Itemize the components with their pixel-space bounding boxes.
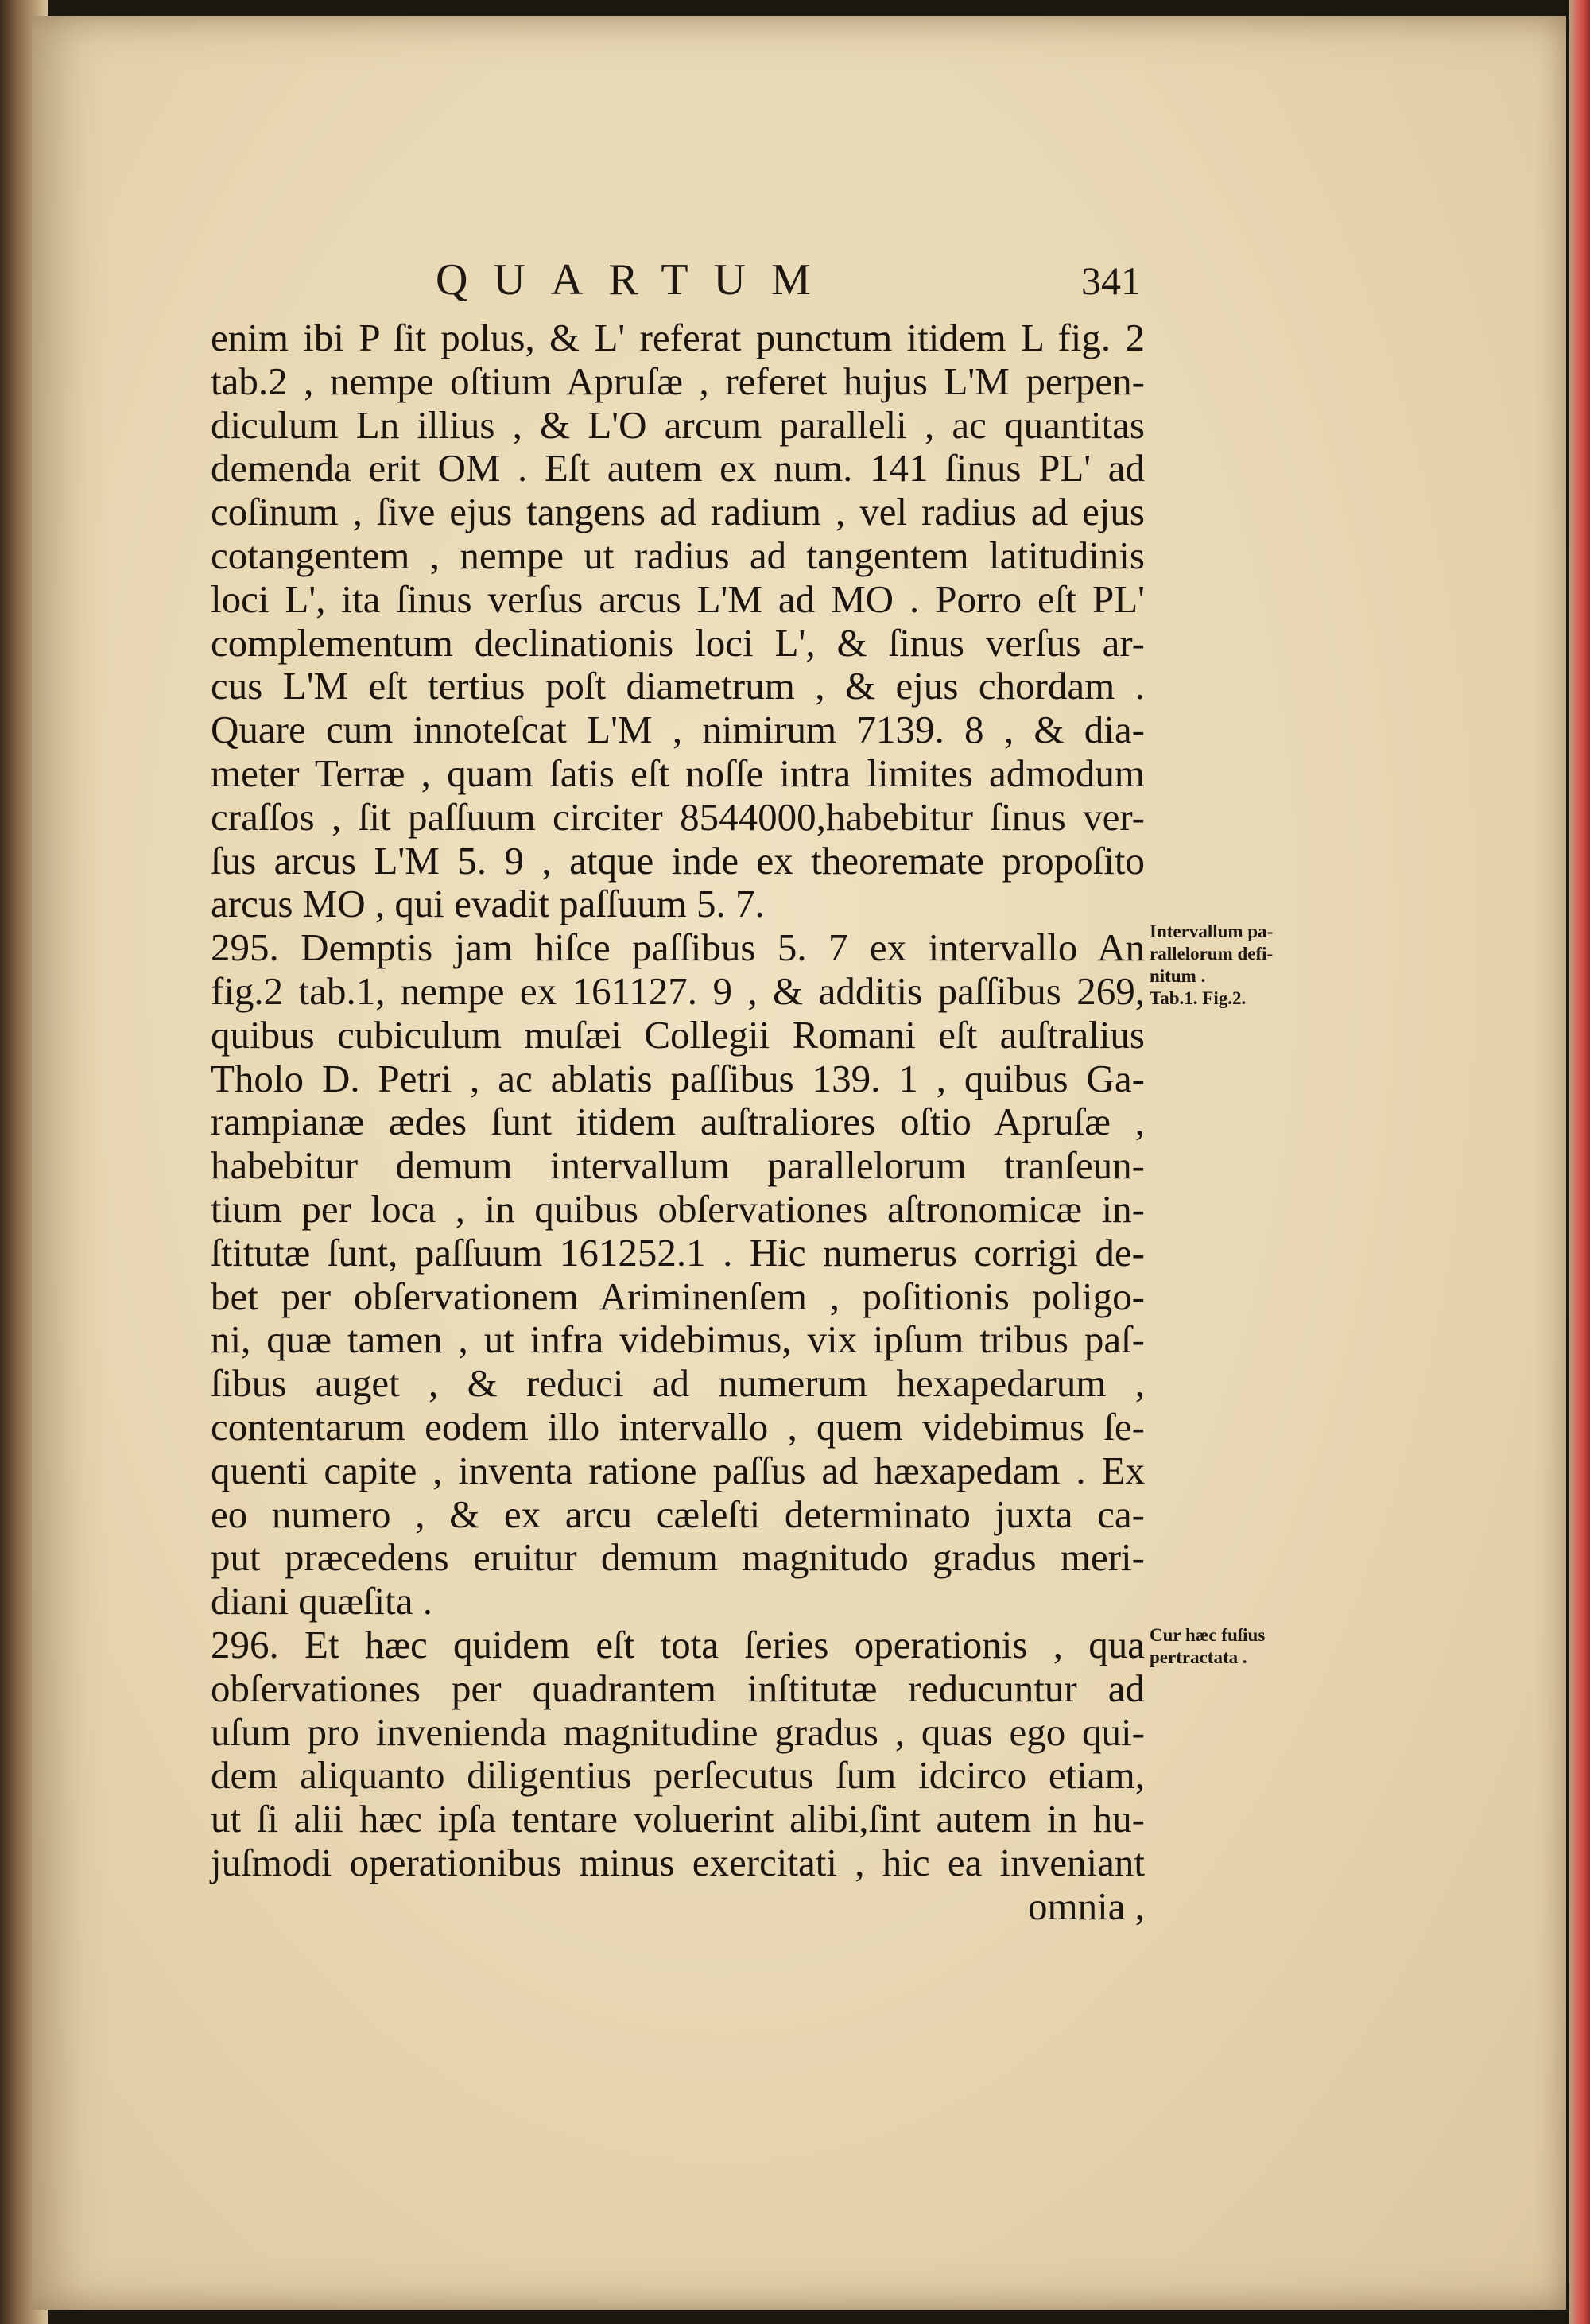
text-line: 296. Et hæc quidem eſt tota ſeries operationis , qua [211,1622,1145,1666]
text-line: contentarum eodem illo intervallo , quem videbimus ſe- [211,1404,1145,1449]
page-header [436,254,1151,310]
body-text [211,316,1145,1928]
text-line: uſum pro invenienda magnitudine gradus , quas ego qui- [211,1709,1145,1754]
text-line: coſinum , ſive ejus tangens ad radium , vel radius ad ejus [211,490,1145,534]
page-number: 341 [1081,258,1141,303]
text-line: loci L', ita ſinus verſus arcus L'M ad MO . Porro eſt PL' [211,576,1145,621]
text-line: ni, quæ tamen , ut infra videbimus, vix ipſum tribus paſ- [211,1317,1145,1362]
text-line: quibus cubiculum muſæi Collegii Romani eſt auſtralius [211,1012,1145,1057]
text-line: juſmodi operationibus minus exercitati , hic ea inveniant [211,1840,1145,1884]
text-line: obſervationes per quadrantem inſtitutæ reducuntur ad [211,1666,1145,1710]
red-page-edge [1569,0,1590,2324]
text-line: craſſos , ſit paſſuum circiter 8544000,habebitur ſinus ver- [211,794,1145,839]
text-line: cus L'M eſt tertius poſt diametrum , & ejus chordam . [211,664,1145,708]
text-line: 295. Demptis jam hiſce paſſibus 5. 7 ex intervallo An [211,925,1145,970]
text-line: diani quæſita . [211,1579,432,1624]
catchword: omnia , [1028,1884,1145,1928]
margin-note-line: Cur hæc fuſius [1150,1625,1266,1645]
text-line: ſus arcus L'M 5. 9 , atque inde ex theoremate propoſito [211,838,1145,883]
text-line: bet per obſervationem Ariminenſem , poſitionis poligo- [211,1274,1145,1318]
text-line: ſibus auget , & reduci ad numerum hexapedarum , [211,1361,1145,1406]
text-line: rampianæ ædes ſunt itidem auſtraliores oſtio Apruſæ , [211,1100,1145,1144]
margin-note-line: pertractata . [1150,1647,1247,1667]
text-line: cotangentem , nempe ut radius ad tangentem latitudinis [211,533,1145,577]
text-line: fig.2 tab.1, nempe ex 161127. 9 , & additis paſſibus 269, [211,968,1145,1013]
text-line: Quare cum innoteſcat L'M , nimirum 7139. 8 , & dia- [211,708,1145,752]
text-line: diculum Ln illius , & L'O arcum paralleli , ac quantitas [211,402,1145,447]
text-line: meter Terræ , quam ſatis eſt noſſe intra limites admodum [211,751,1145,795]
text-line: eo numero , & ex arcu cæleſti determinato juxta ca- [211,1492,1145,1536]
text-line: ſtitutæ ſunt, paſſuum 161252.1 . Hic numerus corrigi de- [211,1230,1145,1275]
margin-note-line: Intervallum pa- [1150,921,1274,941]
margin-note-line: nitum . [1150,966,1206,986]
text-line: complementum declinationis loci L', & ſinus verſus ar- [211,620,1145,665]
text-line: put præcedens eruitur demum magnitudo gradus meri- [211,1535,1145,1580]
text-line: demenda erit OM . Eſt autem ex num. 141 ſinus PL' ad [211,446,1145,491]
text-line: tab.2 , nempe oſtium Apruſæ , referet hujus L'M perpen- [211,359,1145,403]
margin-note-line: rallelorum defi- [1150,944,1274,964]
bleed-through-text [1169,513,1288,608]
text-line: Tholo D. Petri , ac ablatis paſſibus 139. 1 , quibus Ga- [211,1056,1145,1100]
text-line: quenti capite , inventa ratione paſſus ad hæxapedam . Ex [211,1448,1145,1492]
running-title: QUARTUM [436,255,836,305]
text-line: habebitur demum intervallum parallelorum tranſeun- [211,1143,1145,1188]
text-line: ut ſi alii hæc ipſa tentare voluerint alibi,ſint autem in hu- [211,1797,1145,1841]
margin-note-cur-haec [1150,1624,1340,1669]
text-line: arcus MO , qui evadit paſſuum 5. 7. [211,882,765,926]
text-line: tium per loca , in quibus obſervationes aſtronomicæ in- [211,1186,1145,1231]
margin-note-intervallum [1150,921,1340,1010]
margin-note-line: Tab.1. Fig.2. [1150,988,1247,1008]
text-line: enim ibi P ſit polus, & L' referat punctum itidem L fig. 2 [211,316,1145,359]
text-line: dem aliquanto diligentius perſecutus ſum idcirco etiam, [211,1753,1145,1798]
